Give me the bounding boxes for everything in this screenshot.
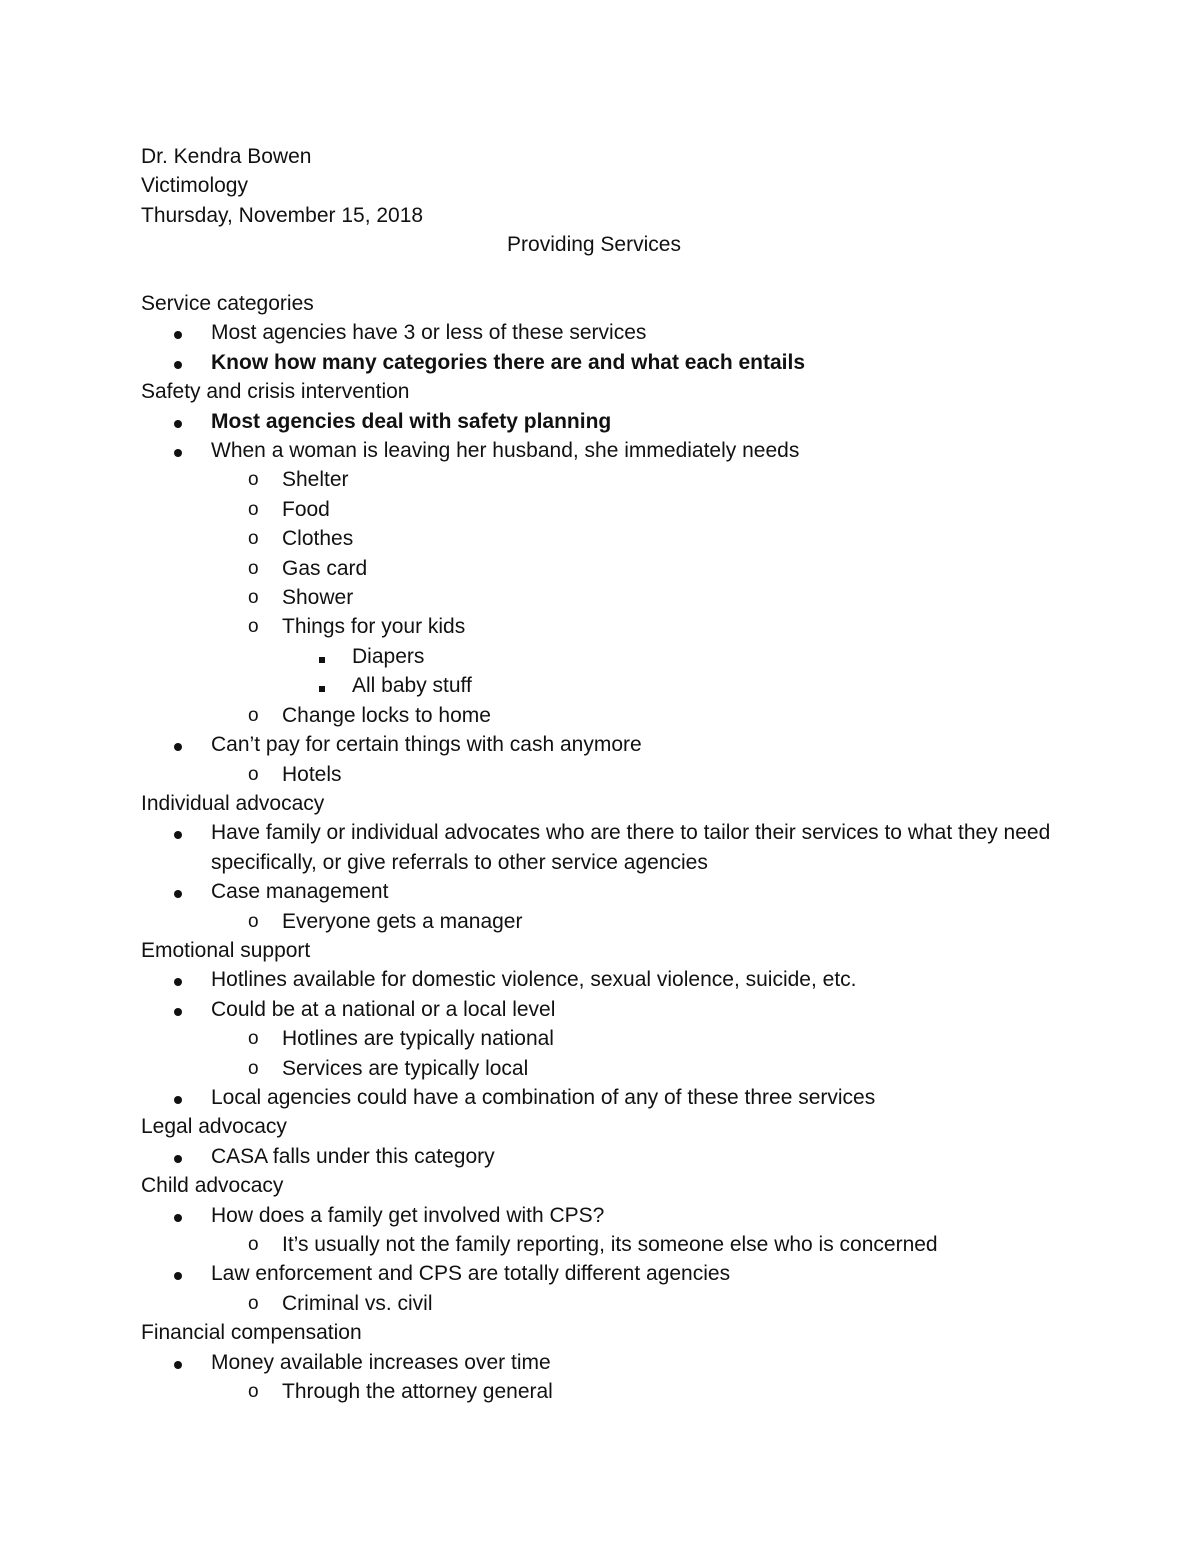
list-item — [141, 583, 1061, 612]
bullet-list-level-1 — [141, 1348, 1061, 1407]
list-item — [141, 436, 1061, 465]
bullet-list-level-2 — [141, 1377, 1061, 1406]
bullet-dot-icon — [174, 1201, 182, 1230]
bullet-dot-icon — [174, 407, 182, 436]
list-item-text: Diapers — [352, 644, 425, 668]
list-item — [141, 671, 1061, 700]
notes-outline — [141, 289, 1061, 1406]
list-item — [141, 465, 1061, 494]
list-item-text: Money available increases over time — [211, 1350, 551, 1374]
list-item — [141, 760, 1061, 789]
bullet-circle-icon: o — [248, 498, 259, 520]
bullet-circle-icon: o — [248, 587, 259, 609]
list-item-text: Hotlines available for domestic violence, sexual violence, suicide, etc. — [211, 968, 857, 992]
document-body — [141, 142, 1061, 1406]
section — [141, 936, 1061, 1112]
list-item-text: Things for your kids — [282, 615, 466, 639]
bullet-circle-icon: o — [248, 910, 259, 932]
list-item — [141, 554, 1061, 583]
list-item-text: How does a family get involved with CPS? — [211, 1203, 605, 1227]
list-item — [141, 1142, 1061, 1171]
bullet-list-level-1 — [141, 1142, 1061, 1171]
list-item-text: Law enforcement and CPS are totally different agencies — [211, 1262, 731, 1286]
list-item — [141, 965, 1061, 994]
list-item-text: Hotels — [282, 762, 342, 786]
section-heading: Legal advocacy — [141, 1115, 287, 1139]
section-heading: Service categories — [141, 292, 314, 316]
list-item — [141, 1259, 1061, 1288]
section-heading: Child advocacy — [141, 1174, 284, 1198]
bullet-circle-icon: o — [248, 704, 259, 726]
section — [141, 1318, 1061, 1406]
list-item-text: Food — [282, 497, 330, 521]
bullet-circle-icon: o — [248, 1234, 259, 1256]
list-item — [141, 1054, 1061, 1083]
bullet-list-level-3 — [141, 642, 1061, 701]
list-item — [141, 1348, 1061, 1377]
bullet-list-level-1 — [141, 318, 1061, 377]
bullet-dot-icon — [174, 730, 182, 759]
list-item-text: When a woman is leaving her husband, she immediately needs — [211, 439, 800, 463]
bullet-list-level-2 — [141, 1024, 1061, 1083]
lecture-date: Thursday, November 15, 2018 — [141, 203, 424, 227]
list-item — [141, 818, 1061, 877]
list-item — [141, 612, 1061, 641]
list-item-text: It’s usually not the family reporting, its someone else who is concerned — [282, 1233, 938, 1257]
list-item — [141, 730, 1061, 759]
list-item-text: Shower — [282, 586, 354, 610]
bullet-list-level-1 — [141, 818, 1061, 936]
list-item — [141, 701, 1061, 730]
list-item — [141, 642, 1061, 671]
list-item — [141, 318, 1061, 347]
bullet-circle-icon: o — [248, 616, 259, 638]
bullet-dot-icon — [174, 1348, 182, 1377]
list-item — [141, 524, 1061, 553]
list-item-text: Change locks to home — [282, 703, 491, 727]
bullet-dot-icon — [174, 1083, 182, 1112]
section-heading: Financial compensation — [141, 1321, 362, 1345]
list-item-text: Local agencies could have a combination of any of these three services — [211, 1085, 876, 1109]
section-heading: Emotional support — [141, 938, 311, 962]
list-item-text: Everyone gets a manager — [282, 909, 523, 933]
bullet-list-level-2 — [141, 907, 1061, 936]
section — [141, 789, 1061, 936]
bullet-list-level-1 — [141, 965, 1061, 1112]
bullet-dot-icon — [174, 348, 182, 377]
bullet-circle-icon: o — [248, 1381, 259, 1403]
bullet-dot-icon — [174, 1259, 182, 1288]
bullet-circle-icon: o — [248, 1057, 259, 1079]
section-heading: Safety and crisis intervention — [141, 380, 410, 404]
bullet-dot-icon — [174, 1142, 182, 1171]
list-item — [141, 1230, 1061, 1259]
bullet-list-level-2 — [141, 465, 1061, 730]
page-title: Providing Services — [507, 233, 681, 257]
bullet-dot-icon — [174, 877, 182, 906]
bullet-dot-icon — [174, 995, 182, 1024]
section — [141, 377, 1061, 789]
list-item — [141, 1377, 1061, 1406]
list-item — [141, 995, 1061, 1024]
list-item-text: Shelter — [282, 468, 349, 492]
list-item-text: Hotlines are typically national — [282, 1027, 554, 1051]
bullet-square-icon — [319, 642, 325, 671]
list-item — [141, 407, 1061, 436]
list-item — [141, 1083, 1061, 1112]
list-item-text: Case management — [211, 880, 389, 904]
author-name: Dr. Kendra Bowen — [141, 145, 312, 168]
list-item-text: Could be at a national or a local level — [211, 997, 556, 1021]
bullet-dot-icon — [174, 965, 182, 994]
list-item — [141, 495, 1061, 524]
list-item-text: Can’t pay for certain things with cash anymore — [211, 733, 642, 757]
section — [141, 1112, 1061, 1171]
list-item-text: Have family or individual advocates who are there to tailor their services to what they need specifically, or give referrals to other service agencies — [211, 821, 1051, 874]
bullet-circle-icon: o — [248, 557, 259, 579]
bullet-circle-icon: o — [248, 528, 259, 550]
bullet-list-level-2 — [141, 1230, 1061, 1259]
bullet-list-level-1 — [141, 407, 1061, 789]
list-item-text: Through the attorney general — [282, 1380, 553, 1404]
list-item — [141, 877, 1061, 906]
bullet-dot-icon — [174, 318, 182, 347]
section — [141, 289, 1061, 377]
list-item-text: Services are typically local — [282, 1056, 529, 1080]
list-item — [141, 1289, 1061, 1318]
list-item-text: Criminal vs. civil — [282, 1291, 433, 1315]
list-item — [141, 1201, 1061, 1230]
bullet-square-icon — [319, 671, 325, 700]
list-item — [141, 348, 1061, 377]
list-item-text: CASA falls under this category — [211, 1144, 495, 1168]
bullet-list-level-2 — [141, 1289, 1061, 1318]
list-item — [141, 907, 1061, 936]
bullet-circle-icon: o — [248, 469, 259, 491]
bullet-dot-icon — [174, 818, 182, 847]
list-item-text: Most agencies deal with safety planning — [211, 409, 612, 433]
bullet-circle-icon: o — [248, 1028, 259, 1050]
blank-line — [141, 260, 1061, 289]
bullet-list-level-2 — [141, 760, 1061, 789]
list-item-text: All baby stuff — [352, 674, 472, 698]
list-item-text: Know how many categories there are and what each entails — [211, 350, 806, 374]
list-item — [141, 1024, 1061, 1053]
bullet-list-level-1 — [141, 1201, 1061, 1319]
list-item-text: Gas card — [282, 556, 368, 580]
section — [141, 1171, 1061, 1318]
course-name: Victimology — [141, 174, 248, 198]
list-item-text: Most agencies have 3 or less of these services — [211, 321, 647, 345]
bullet-circle-icon: o — [248, 1292, 259, 1314]
bullet-circle-icon: o — [248, 763, 259, 785]
section-heading: Individual advocacy — [141, 791, 325, 815]
bullet-dot-icon — [174, 436, 182, 465]
list-item-text: Clothes — [282, 527, 354, 551]
